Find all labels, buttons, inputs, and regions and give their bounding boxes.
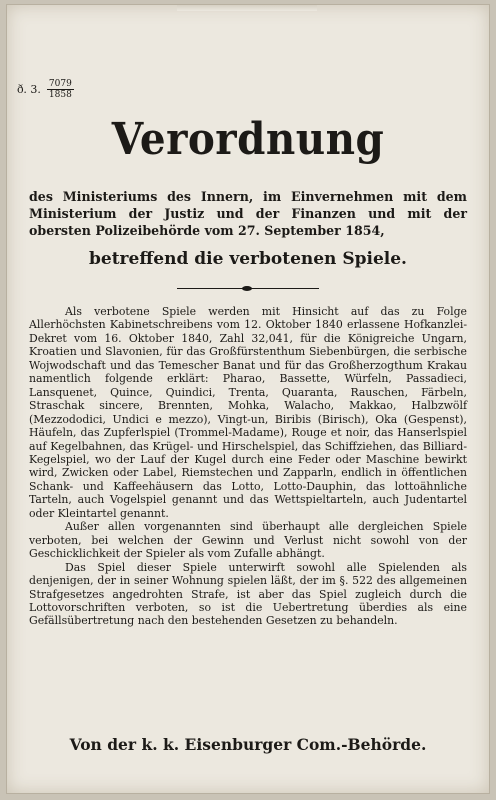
torn-edge (177, 5, 317, 11)
paragraph: Außer allen vorgenannten sind überhaupt alle dergleichen Spiele verboten, bei welchen der Gewinn und Verlust nicht sowohl von der Geschicklichkeit der Spieler als vom Zufalle abhängt. (29, 520, 467, 561)
paragraph: Als verbotene Spiele werden mit Hinsicht auf das zu Folge Allerhöchsten Kabinetschreibens vom 12. Oktober 1840 erlassene Hofkanzlei-Dekret vom 16. Oktober 1840, Zahl 32,041, für die Königreiche Ungarn, Kroatien und Slavonien, für das Großfürstenthum Siebenbürgen, die serbische Wojwodschaft und das Temescher Banat und für das Großherzogthum Krakau namentlich folgende erklärt: Pharao, Bassette, Würfeln, Passadieci, Lansquenet, Quince, Quindici, Trenta, Quaranta, Rauschen, Färbeln, Straschak sincere, Brennten, Mohka, Walacho, Makkao, Halbzwölf (Mezzododici, Undici e mezzo), Vingt-un, Biribis (Birisch), Oka (Gespenst), Häufeln, das Zupferlspiel (Trommel-Madame), Rouge et noir, das Hanserlspiel auf Kegelbahnen, das Krügel- und Hirschelspiel, das Schiffziehen, das Billiard-Kegelspiel, wo der Lauf der Kugel durch eine Feder oder Maschine bewirkt wird, Zwicken oder Label, Riemstechen und Zapparln, endlich in öffentlichen Schank- und Kaffeehäusern das Lotto, Lotto-Dauphin, das lottoähnliche Tarteln, auch Vogelspiel genannt und das Wettspieltarteln, auch Judentartel oder Kleintartel genannt. (29, 305, 467, 520)
reference-year: 1858 (48, 90, 72, 100)
body-text (29, 305, 467, 628)
reference-prefix: ð. 3. (17, 82, 41, 96)
issuing-office-signature: Von der k. k. Eisenburger Com.-Behörde. (69, 735, 427, 754)
subject-line: betreffend die verbotenen Spiele. (89, 249, 407, 269)
document-sheet (6, 4, 490, 794)
issuing-authority-text: des Ministeriums des Innern, im Einvernehmen mit dem Ministerium der Justiz und der Finanzen und mit der obersten Polizeibehörde vom 27. September 1854, (29, 189, 467, 238)
paragraph: Das Spiel dieser Spiele unterwirft sowohl alle Spielenden als denjenigen, der in seiner Wohnung spielen läßt, der im §. 522 des allgemeinen Strafgesetzes angedrohten Strafe, ist aber das Spiel zugleich durch die Lottovorschriften verboten, so ist die Uebertretung überdies als eine Gefällsübertretung nach den bestehenden Gesetzen zu behandeln. (29, 560, 467, 628)
reference-number (17, 79, 74, 100)
reference-fraction (47, 79, 74, 100)
page-title: Verordnung (111, 114, 385, 165)
reference-number-value: 7079 (48, 79, 72, 89)
ornamental-divider (177, 288, 319, 289)
